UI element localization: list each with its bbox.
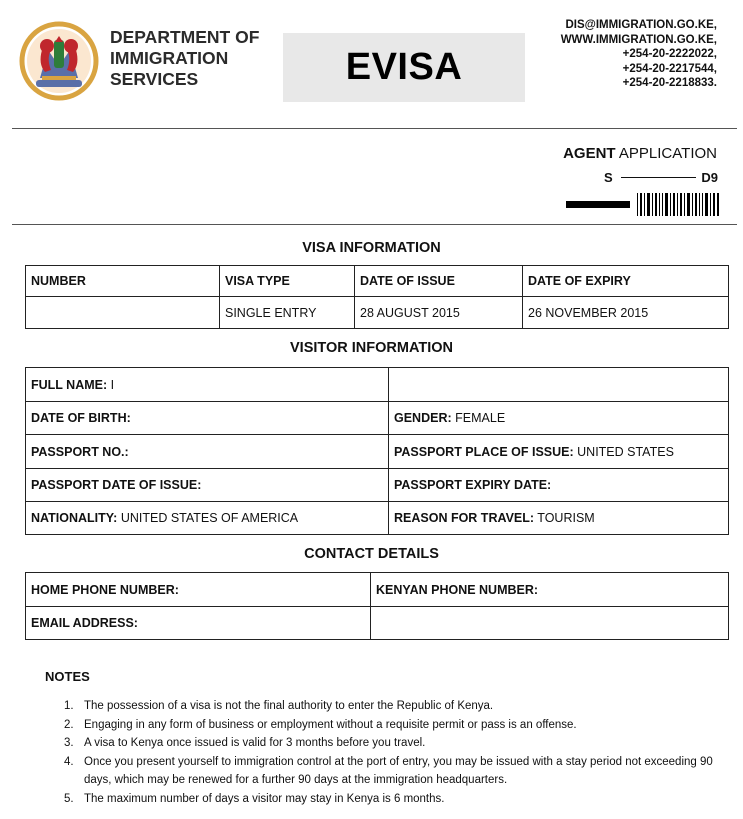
- blank-cell: [371, 607, 729, 640]
- note-text: Engaging in any form of business or employment without a requisite permit or pass is an offense.: [84, 718, 577, 731]
- date-of-issue-header: DATE OF ISSUE: [355, 266, 523, 297]
- note-item: [64, 734, 734, 753]
- contact-details-table: [25, 572, 729, 640]
- passport-issue-date-cell: [26, 469, 389, 502]
- agent-divider: [12, 224, 737, 225]
- passport-place-value: UNITED STATES: [577, 444, 674, 459]
- visa-type-value: SINGLE ENTRY: [220, 297, 355, 329]
- full-name-cell: [26, 368, 389, 402]
- contact-row: [26, 607, 729, 640]
- contact-email: DIS@IMMIGRATION.GO.KE,: [565, 19, 717, 31]
- contact-phone-1: +254-20-2222022,: [622, 48, 717, 60]
- barcode-icon: [637, 193, 719, 216]
- agent-label: AGENT: [563, 145, 616, 162]
- note-item: [64, 697, 734, 716]
- visa-value-row: [26, 297, 729, 329]
- home-phone-label: HOME PHONE NUMBER:: [31, 582, 179, 597]
- agent-value: APPLICATION: [618, 145, 717, 162]
- dob-label: DATE OF BIRTH:: [31, 411, 131, 425]
- visa-type-header: VISA TYPE: [220, 266, 355, 297]
- department-line-1: DEPARTMENT OF: [110, 27, 260, 47]
- visitor-row: [26, 368, 729, 402]
- coat-of-arms-logo: [18, 20, 100, 102]
- code-end: D9: [701, 170, 718, 185]
- nationality-cell: [26, 502, 389, 535]
- kenyan-phone-label: KENYAN PHONE NUMBER:: [376, 582, 539, 597]
- redaction-bar: [566, 201, 630, 208]
- visa-header-row: [26, 266, 729, 297]
- note-text: Once you present yourself to immigration control at the port of entry, you may be issued with a stay period not exceeding 90 days, which may be renewed for a further 90 days at the immigration headquarters.: [84, 755, 713, 786]
- reason-cell: [389, 502, 729, 535]
- note-number: 4.: [64, 755, 74, 768]
- department-line-2: IMMIGRATION: [110, 48, 229, 68]
- gender-label: GENDER:: [394, 411, 452, 425]
- dob-cell: [26, 402, 389, 435]
- passport-no-cell: [26, 435, 389, 469]
- code-rule: [621, 177, 696, 178]
- passport-expiry-cell: [389, 469, 729, 502]
- nationality-label: NATIONALITY:: [31, 511, 118, 525]
- date-of-issue-value: 28 AUGUST 2015: [355, 297, 523, 329]
- visa-number-header: NUMBER: [26, 266, 220, 297]
- home-phone-cell: [26, 573, 371, 607]
- note-text: The maximum number of days a visitor may stay in Kenya is 6 months.: [84, 792, 445, 805]
- department-line-3: SERVICES: [110, 69, 199, 89]
- visa-information-table: [25, 265, 729, 329]
- contact-row: [26, 573, 729, 607]
- contact-phone-3: +254-20-2218833.: [622, 77, 717, 89]
- visa-information-heading: VISA INFORMATION: [302, 240, 441, 256]
- passport-expiry-label: PASSPORT EXPIRY DATE:: [394, 478, 552, 492]
- visitor-information-heading: VISITOR INFORMATION: [290, 340, 453, 356]
- notes-list: [64, 697, 734, 808]
- contact-details-heading: CONTACT DETAILS: [304, 546, 439, 562]
- reason-value: TOURISM: [537, 511, 595, 525]
- passport-issue-date-label: PASSPORT DATE OF ISSUE:: [31, 478, 202, 492]
- visitor-row: [26, 402, 729, 435]
- code-start: S: [604, 170, 613, 185]
- note-number: 5.: [64, 792, 74, 805]
- contact-website: WWW.IMMIGRATION.GO.KE,: [560, 33, 717, 46]
- visitor-row: [26, 435, 729, 469]
- full-name-value: I: [110, 377, 115, 392]
- reason-label: REASON FOR TRAVEL:: [394, 511, 535, 525]
- email-cell: [26, 607, 371, 640]
- application-code: [604, 170, 718, 186]
- header-divider: [12, 128, 737, 129]
- page-title: EVISA: [345, 46, 463, 88]
- contact-info: [561, 18, 717, 91]
- note-item: [64, 716, 734, 735]
- email-label: EMAIL ADDRESS:: [31, 616, 138, 630]
- note-item: [64, 753, 734, 790]
- note-text: A visa to Kenya once issued is valid for 3 months before you travel.: [84, 737, 426, 749]
- date-of-expiry-value: 26 NOVEMBER 2015: [523, 297, 729, 329]
- note-number: 2.: [64, 718, 74, 731]
- note-text: The possession of a visa is not the final authority to enter the Republic of Kenya.: [84, 700, 494, 712]
- kenyan-phone-cell: [371, 573, 729, 607]
- gender-cell: [389, 402, 729, 435]
- notes-heading: NOTES: [45, 669, 90, 684]
- visitor-information-table: [25, 367, 729, 535]
- department-name: [110, 27, 280, 90]
- visitor-row: [26, 469, 729, 502]
- date-of-expiry-header: DATE OF EXPIRY: [523, 266, 729, 297]
- passport-no-label: PASSPORT NO.:: [31, 444, 129, 459]
- evisa-title-box: [283, 33, 525, 102]
- nationality-value: UNITED STATES OF AMERICA: [120, 511, 299, 525]
- contact-phone-2: +254-20-2217544,: [622, 62, 717, 75]
- visitor-row: [26, 502, 729, 535]
- blank-cell: [389, 368, 729, 402]
- agent-line: [563, 145, 717, 162]
- note-number: 3.: [64, 737, 74, 749]
- note-item: [64, 790, 734, 809]
- full-name-label: FULL NAME:: [31, 377, 108, 392]
- passport-place-cell: [389, 435, 729, 469]
- passport-place-label: PASSPORT PLACE OF ISSUE:: [394, 444, 574, 459]
- visa-number-value: [26, 297, 220, 329]
- note-number: 1.: [64, 700, 74, 712]
- gender-value: FEMALE: [455, 411, 506, 425]
